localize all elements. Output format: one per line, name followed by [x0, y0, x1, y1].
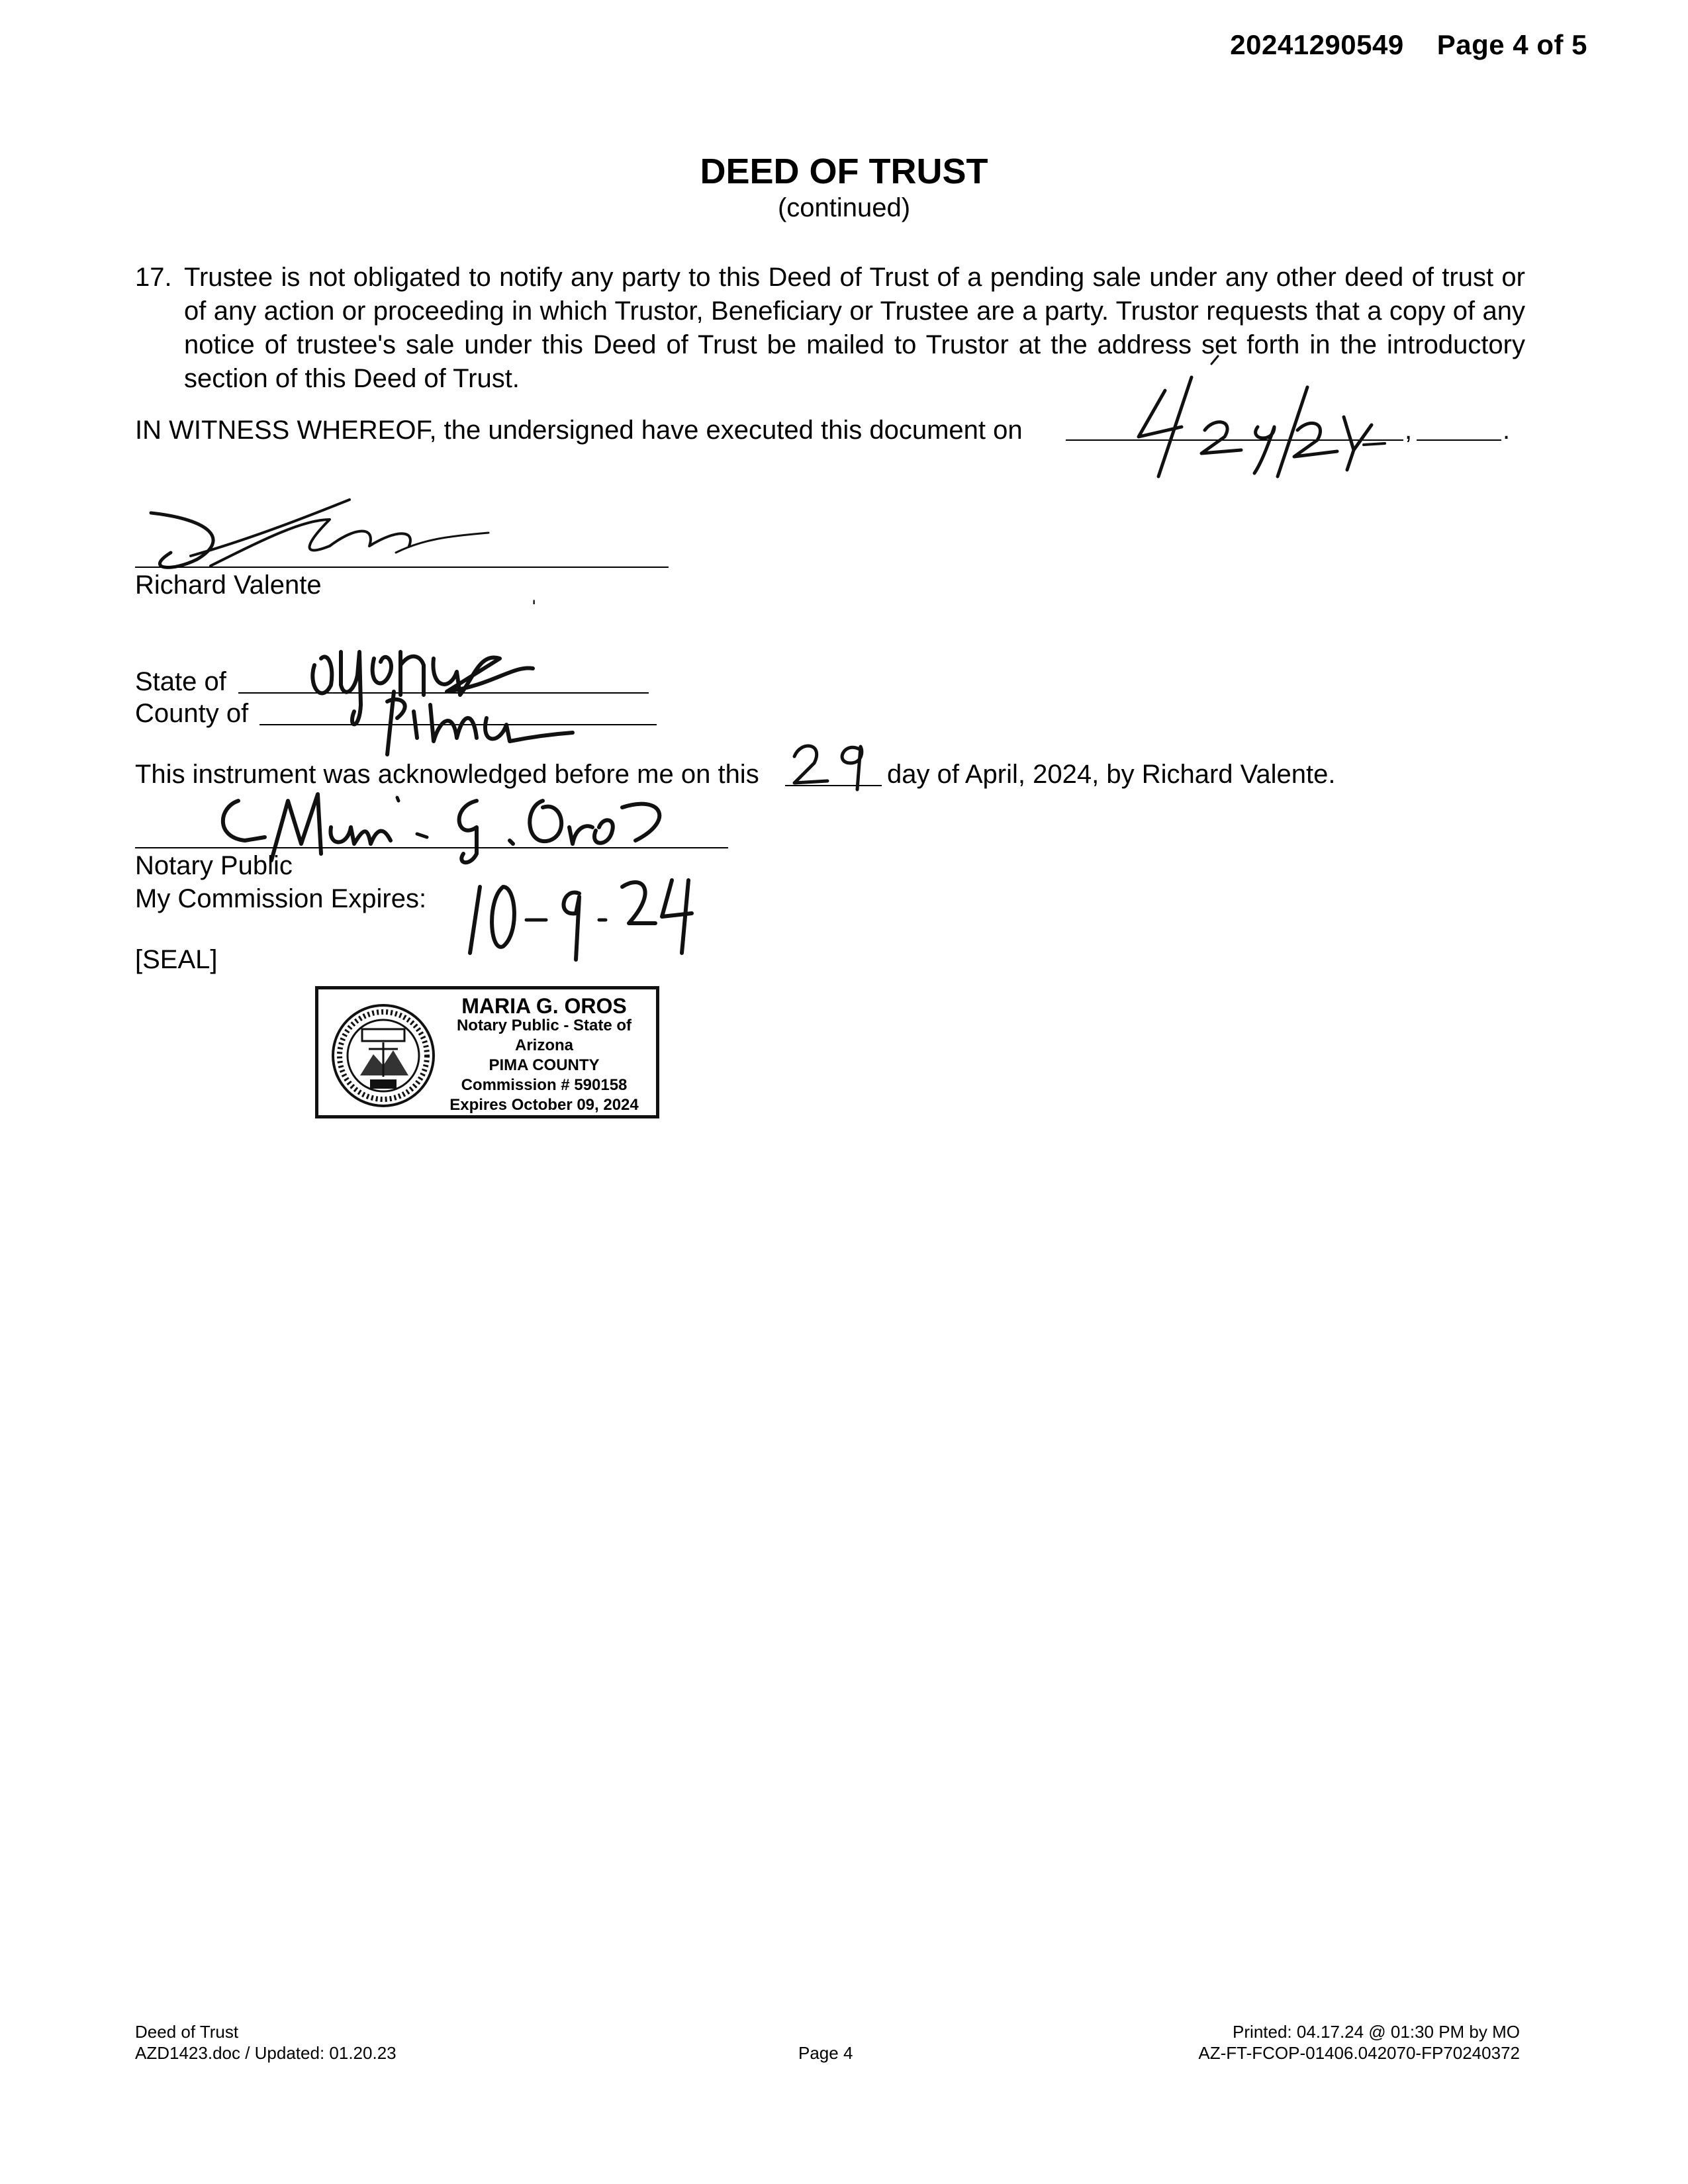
witness-period: .: [1503, 416, 1511, 445]
stamp-text: [435, 996, 653, 1115]
footer-order-number: AZ-FT-FCOP-01406.042070-FP70240372: [1198, 2043, 1520, 2063]
stamp-line-3: Commission # 590158: [461, 1076, 628, 1094]
footer-right: [1198, 2021, 1520, 2064]
notary-label: Notary Public: [135, 851, 293, 880]
year-underline: [1417, 439, 1501, 441]
footer-printed: Printed: 04.17.24 @ 01:30 PM by MO: [1233, 2022, 1520, 2042]
tick-mark: ˌ: [530, 576, 539, 605]
stamp-name: MARIA G. OROS: [461, 994, 627, 1018]
ack-text-after: day of April, 2024, by Richard Valente.: [887, 760, 1336, 789]
county-label: County of: [135, 699, 249, 728]
footer-doc-file: AZD1423.doc / Updated: 01.20.23: [135, 2043, 397, 2063]
witness-statement: IN WITNESS WHEREOF, the undersigned have executed this document on: [135, 416, 1023, 445]
handwritten-date: [1125, 351, 1423, 483]
state-label: State of: [135, 667, 226, 696]
signature-line: [135, 567, 669, 568]
signer-name: Richard Valente: [135, 570, 322, 600]
footer-page-number: Page 4: [798, 2043, 853, 2063]
document-title: DEED OF TRUST: [700, 152, 988, 191]
footer-doc-title: Deed of Trust: [135, 2022, 239, 2042]
stamp-line-4: Expires October 09, 2024: [449, 1096, 639, 1114]
clause-number: 17.: [135, 263, 172, 292]
page-indicator: Page 4 of 5: [1436, 29, 1587, 60]
footer-left: [135, 2021, 397, 2064]
handwritten-commission-expiry: [463, 860, 715, 966]
stamp-line-2: PIMA COUNTY: [489, 1056, 600, 1074]
handwritten-state-county: [301, 612, 579, 758]
clause-text: Trustee is not obligated to notify any party to this Deed of Trust of a pending sale under any other deed of trust or of any action or proceeding in which Trustor, Beneficiary or Trustee are a party. Trustor requests that a copy of any notice of trustee's sale under this Deed of Trust be mailed to Trustor at the address set forth in the introductory section of this Deed of Trust.: [184, 263, 1525, 393]
seal-label: [SEAL]: [135, 945, 218, 974]
document-number: 20241290549: [1230, 29, 1404, 60]
ack-text-before: This instrument was acknowledged before me on this: [135, 760, 759, 789]
commission-label: My Commission Expires:: [135, 884, 427, 913]
witness-comma: ,: [1405, 416, 1413, 445]
notary-signature-line: [135, 847, 728, 848]
handwritten-day: [781, 733, 880, 793]
notary-stamp: [315, 986, 659, 1118]
stamp-line-1: Notary Public - State of Arizona: [456, 1017, 632, 1054]
arizona-state-seal-icon: [330, 1003, 436, 1109]
page-header: [1230, 29, 1587, 61]
document-subtitle: (continued): [777, 193, 911, 222]
